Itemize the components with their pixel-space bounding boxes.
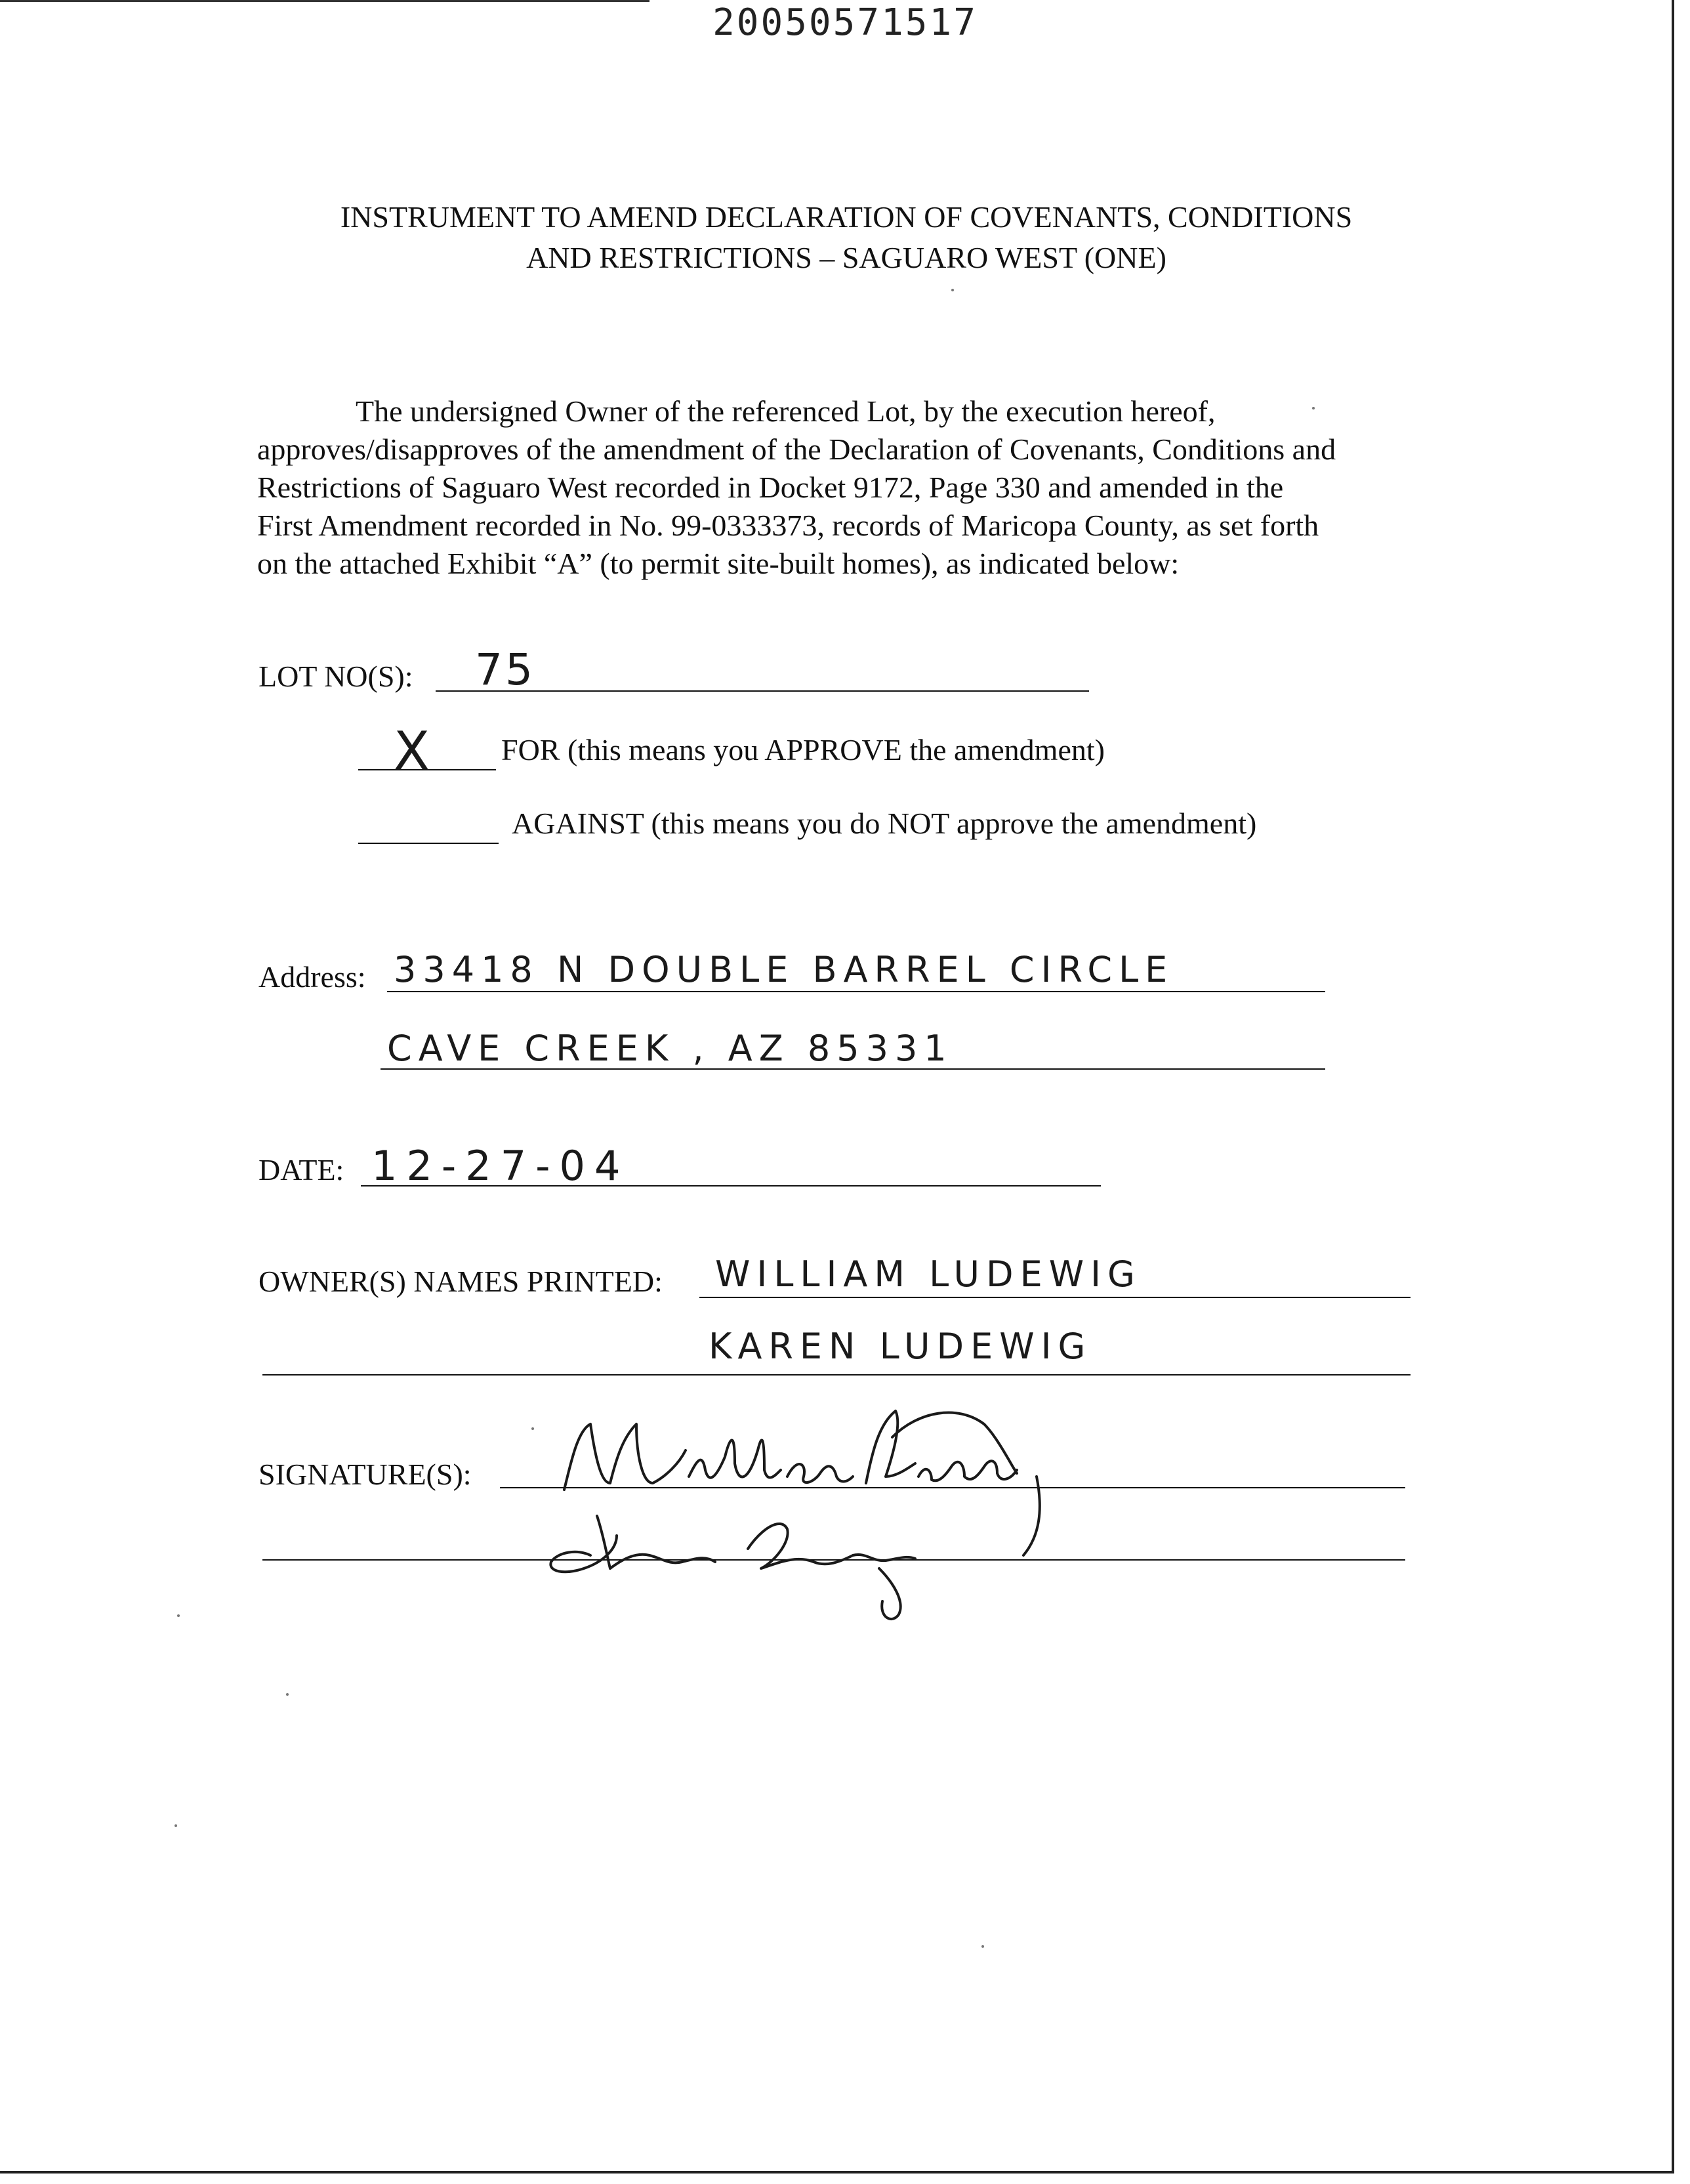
owner-name-1-value[interactable]: WILLIAM LUDEWIG [715,1253,1142,1295]
date-value[interactable]: 12-27-04 [371,1142,630,1190]
lot-number-label: LOT NO(S): [258,660,413,693]
scan-right-border [1672,0,1674,2174]
scan-bottom-border [0,2171,1674,2174]
scan-speck [286,1693,289,1696]
scan-speck [951,289,954,291]
date-label: DATE: [258,1153,344,1186]
body-line-2: approves/disapproves of the amendment of the Declaration of Covenants, Conditions and [257,432,1336,466]
against-blank-underline [358,843,499,844]
recording-number: 20050571517 [712,1,978,44]
scan-speck [1312,407,1315,410]
document-title-line-2: AND RESTRICTIONS – SAGUARO WEST (ONE) [526,241,1166,274]
signatures-label: SIGNATURE(S): [258,1458,472,1491]
address-line-1-underline [387,991,1325,992]
address-line-2-value[interactable]: CAVE CREEK , AZ 85331 [387,1028,953,1069]
against-option-label: AGAINST (this means you do NOT approve the amendment) [512,807,1257,840]
owner-name-2-value[interactable]: KAREN LUDEWIG [709,1326,1092,1367]
owner-name-2-underline [262,1374,1411,1376]
owner-name-1-underline [699,1297,1411,1298]
for-checkmark[interactable]: X [394,721,430,782]
body-line-1: The undersigned Owner of the referenced Lot, by the execution hereof, [356,394,1216,428]
for-option-label: FOR (this means you APPROVE the amendment) [501,733,1105,766]
scan-speck [175,1824,177,1827]
body-line-4: First Amendment recorded in No. 99-0333373, records of Maricopa County, as set forth [257,509,1319,542]
scan-speck [531,1427,534,1430]
scan-speck [177,1614,180,1617]
address-label: Address: [258,960,366,994]
lot-number-value[interactable]: 75 [475,644,535,695]
owner-names-label: OWNER(S) NAMES PRINTED: [258,1265,663,1298]
body-paragraph [257,392,1464,583]
scan-speck [981,1945,984,1948]
address-line-1-value[interactable]: 33418 N DOUBLE BARREL CIRCLE [394,949,1174,990]
body-line-5: on the attached Exhibit “A” (to permit site-built homes), as indicated below: [257,547,1180,580]
document-title-line-1: INSTRUMENT TO AMEND DECLARATION OF COVENANTS, CONDITIONS [340,200,1353,234]
body-line-3: Restrictions of Saguaro West recorded in Docket 9172, Page 330 and amended in the [257,471,1284,504]
signature-karen-ludewig[interactable] [538,1490,997,1628]
